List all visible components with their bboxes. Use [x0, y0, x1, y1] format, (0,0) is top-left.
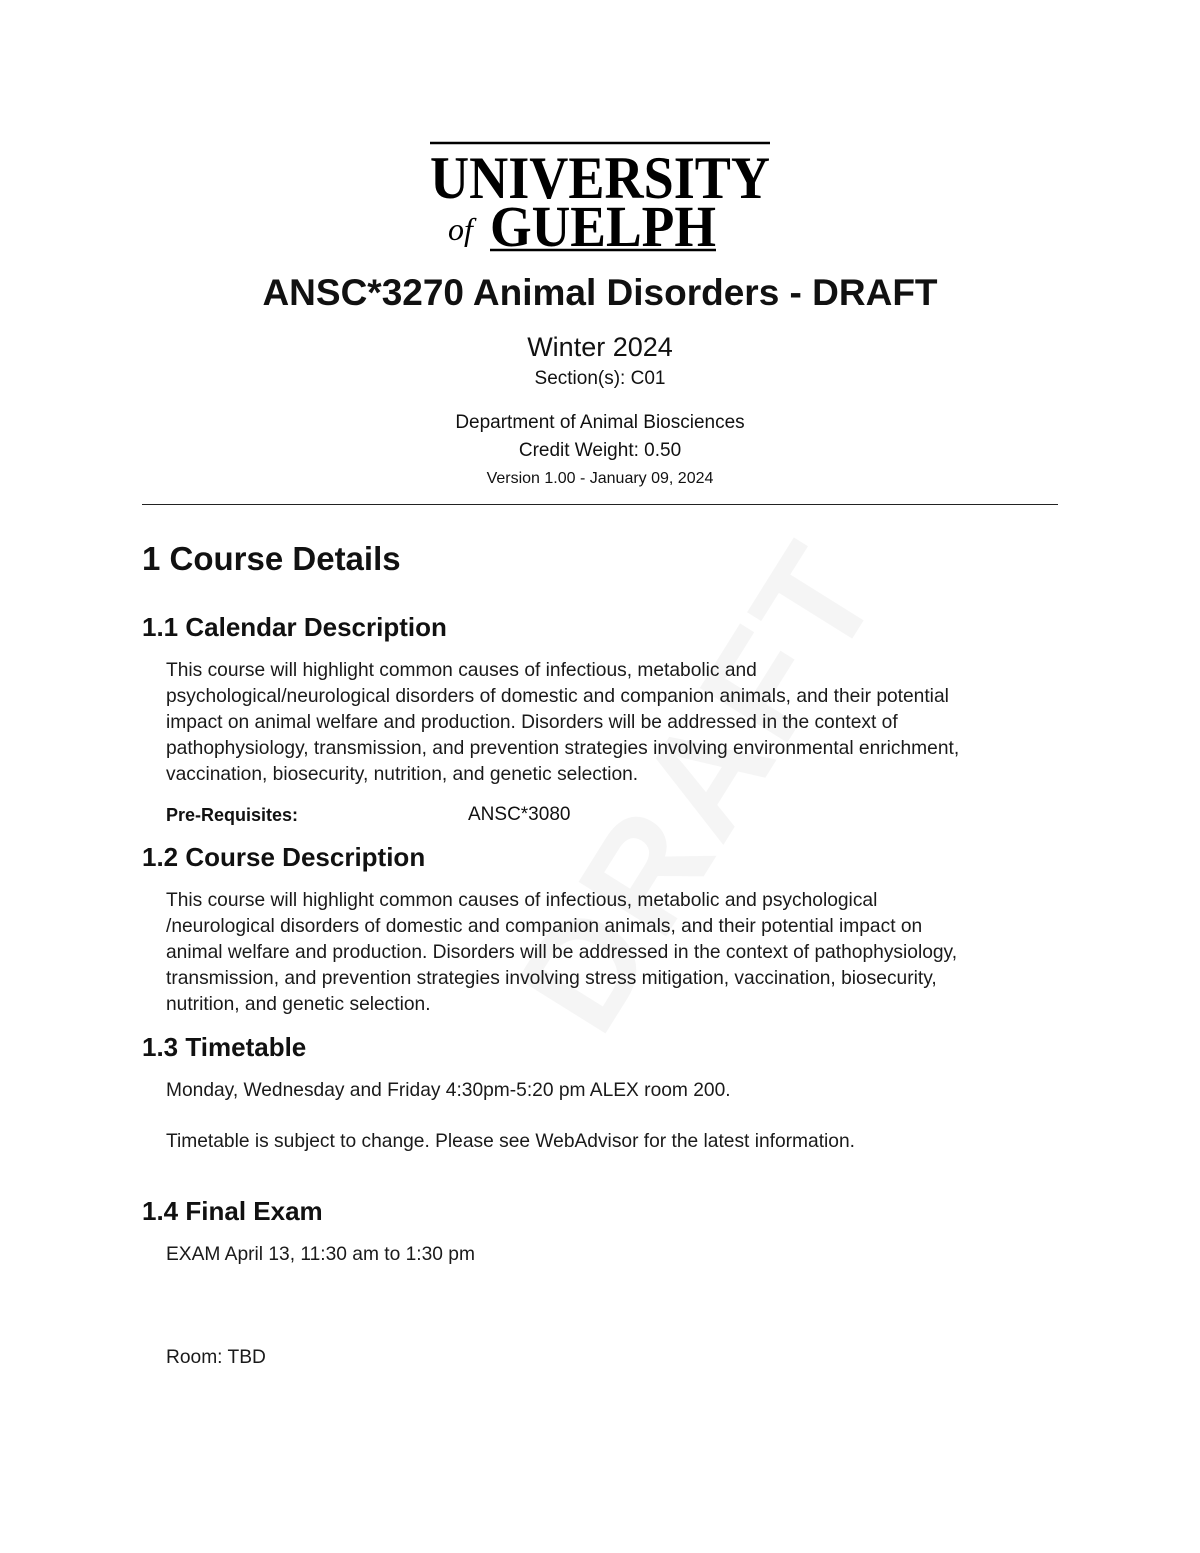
text-line: This course will highlight common causes of infectious, metabolic and psychological — [166, 890, 878, 911]
course-description-heading: 1.2 Course Description — [142, 842, 426, 872]
text-line: transmission, and prevention strategies involving stress mitigation, vaccination, biosecurity, — [166, 968, 937, 989]
text-line: /neurological disorders of domestic and companion animals, and their potential impact on — [166, 916, 923, 937]
term-label: Winter 2024 — [527, 332, 673, 362]
final-exam-heading: 1.4 Final Exam — [142, 1196, 323, 1226]
section-label: Section(s): C01 — [534, 368, 666, 389]
department-label: Department of Animal Biosciences — [455, 412, 745, 433]
university-logo — [428, 140, 774, 252]
prerequisites-value: ANSC*3080 — [468, 804, 571, 825]
course-details-heading: 1 Course Details — [142, 540, 401, 577]
final-exam-room: Room: TBD — [166, 1347, 266, 1368]
text-line: This course will highlight common causes of infectious, metabolic and — [166, 660, 757, 681]
logo-of: of — [448, 211, 473, 247]
text-line: nutrition, and genetic selection. — [166, 994, 431, 1015]
version-label: Version 1.00 - January 09, 2024 — [486, 470, 714, 487]
final-exam-time: EXAM April 13, 11:30 am to 1:30 pm — [166, 1244, 475, 1265]
text-line: psychological/neurological disorders of domestic and companion animals, and their potential — [166, 686, 949, 707]
timetable-schedule: Monday, Wednesday and Friday 4:30pm-5:20 pm ALEX room 200. — [166, 1080, 731, 1101]
prerequisites-label: Pre-Requisites: — [166, 805, 299, 825]
timetable-note: Timetable is subject to change. Please see WebAdvisor for the latest information. — [166, 1131, 855, 1152]
logo-line2: GUELPH — [490, 194, 716, 252]
text-line: animal welfare and production. Disorders will be addressed in the context of pathophysiology, — [166, 942, 958, 963]
timetable-heading: 1.3 Timetable — [142, 1032, 307, 1062]
logo-line1: UNIVERSITY — [430, 145, 770, 211]
credit-weight-label: Credit Weight: 0.50 — [518, 440, 682, 461]
header-divider — [142, 504, 1058, 505]
calendar-description-text — [166, 658, 1066, 788]
calendar-description-heading: 1.1 Calendar Description — [142, 612, 447, 642]
text-line: vaccination, biosecurity, nutrition, and genetic selection. — [166, 764, 639, 785]
page-title: ANSC*3270 Animal Disorders - DRAFT — [262, 272, 938, 313]
text-line: pathophysiology, transmission, and prevention strategies involving environmental enrichment, — [166, 738, 960, 759]
text-line: impact on animal welfare and production. Disorders will be addressed in the context of — [166, 712, 898, 733]
course-description-text — [166, 888, 1066, 1018]
